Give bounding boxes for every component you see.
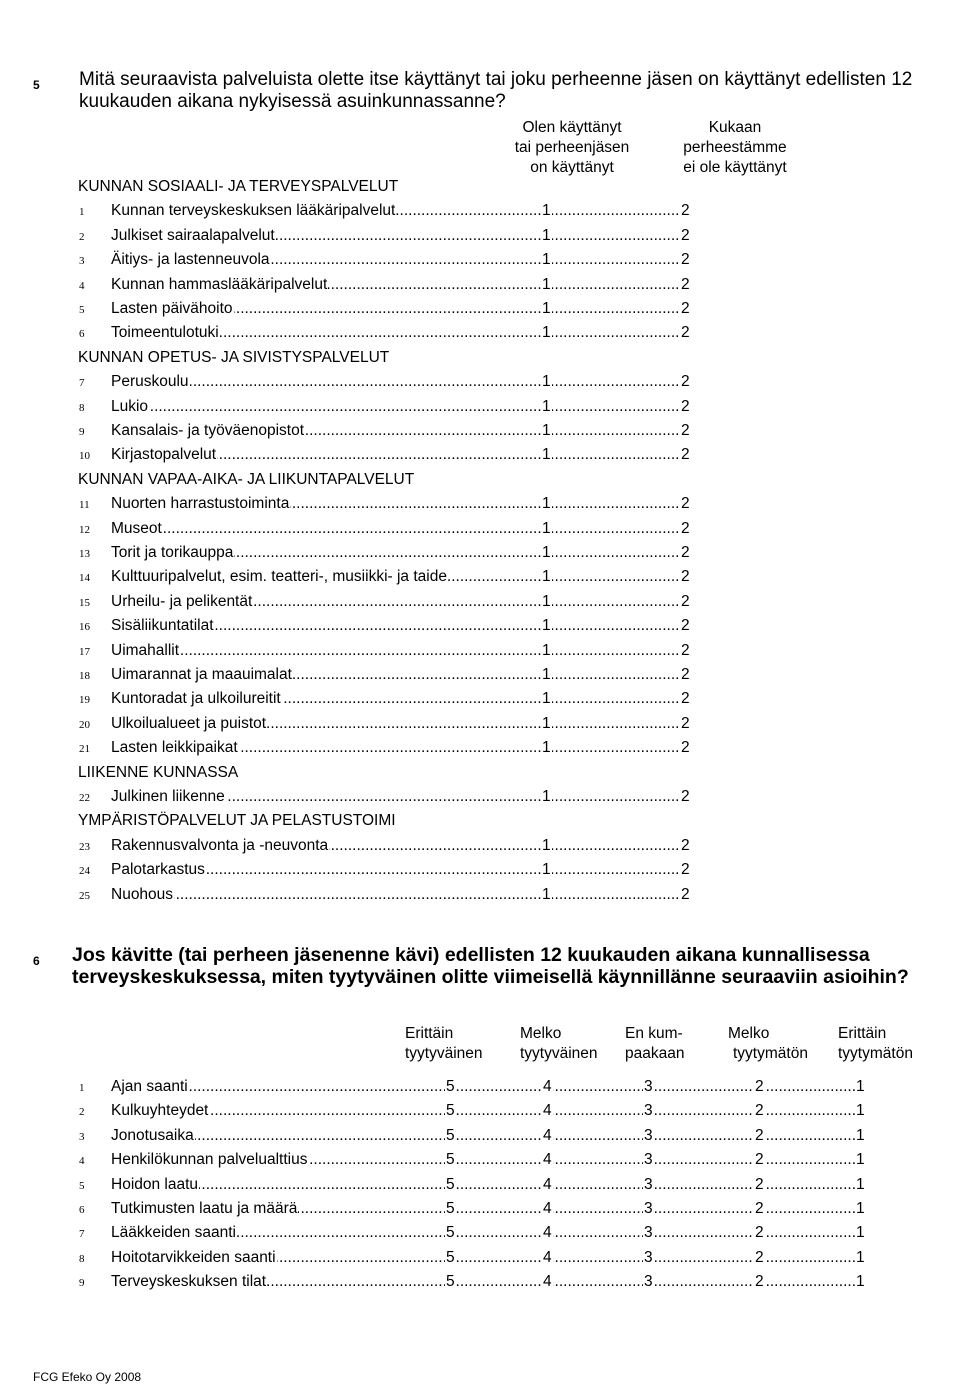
service-label: Uimarannat ja maauimalat — [111, 666, 292, 683]
rating-option-4[interactable]: 4 — [543, 1273, 552, 1291]
service-label: Torit ja torikauppa — [111, 544, 234, 561]
item-number: 5 — [79, 304, 85, 316]
item-number: 1 — [79, 1082, 85, 1094]
item-number: 19 — [79, 694, 90, 707]
service-label: Uimahallit — [111, 641, 180, 659]
item-number: 5 — [79, 1179, 85, 1192]
item-number: 2 — [79, 1106, 85, 1119]
answer-option-2[interactable]: 2 — [681, 251, 690, 269]
rating-option-4[interactable]: 4 — [543, 1151, 552, 1169]
question-6-number: 6 — [33, 954, 40, 968]
rating-option-2[interactable]: 2 — [755, 1175, 764, 1193]
scale-label: Erittäin — [405, 1025, 454, 1042]
service-label: Kirjastopalvelut — [111, 446, 217, 464]
answer-option-1[interactable]: 1 — [542, 788, 551, 805]
service-label: Museot — [111, 519, 162, 537]
scale-label: En kum- — [625, 1025, 683, 1042]
item-number: 4 — [79, 279, 85, 292]
rating-option-5[interactable]: 5 — [446, 1126, 455, 1144]
answer-option-1[interactable]: 1 — [542, 641, 551, 659]
answer-option-1[interactable]: 1 — [542, 324, 551, 342]
rating-option-5[interactable]: 5 — [446, 1102, 455, 1120]
rating-option-5[interactable]: 5 — [446, 1078, 455, 1095]
answer-option-2[interactable]: 2 — [681, 641, 690, 659]
item-label: Terveyskeskuksen tilat — [111, 1273, 267, 1291]
answer-option-2[interactable]: 2 — [681, 568, 690, 586]
answer-option-2[interactable]: 2 — [681, 397, 690, 415]
item-number: 3 — [79, 1130, 85, 1143]
rating-option-4[interactable]: 4 — [543, 1078, 552, 1095]
item-number: 23 — [79, 840, 90, 853]
item-number: 8 — [79, 401, 85, 414]
rating-option-5[interactable]: 5 — [446, 1248, 455, 1266]
question-6-text: Jos kävitte (tai perheen jäsenenne kävi) edellisten 12 kuukauden aikana kunnallisessa terveyskeskuksessa, miten tyytyväinen olitte viimeisellä käynnillänne seuraaviin asioihin? — [72, 944, 909, 988]
answer-option-1[interactable]: 1 — [542, 373, 551, 391]
service-label: Kunnan terveyskeskuksen lääkäripalvelut — [111, 202, 396, 220]
rating-option-2[interactable]: 2 — [755, 1102, 764, 1120]
service-label: Äitiys- ja lastenneuvola — [111, 251, 270, 269]
header-line: perheestämme — [683, 139, 787, 156]
rating-option-1[interactable]: 1 — [856, 1200, 865, 1217]
answer-option-2[interactable]: 2 — [681, 592, 690, 610]
section-title: KUNNAN VAPAA-AIKA- JA LIIKUNTAPALVELUT — [78, 470, 415, 488]
item-label: Hoitotarvikkeiden saanti — [111, 1248, 276, 1266]
scale-label: tyytymätön — [838, 1045, 913, 1062]
answer-option-1[interactable]: 1 — [542, 714, 551, 732]
item-number: 24 — [79, 865, 90, 878]
answer-option-2[interactable]: 2 — [681, 861, 690, 879]
header-line: on käyttänyt — [530, 159, 614, 176]
service-label: Sisäliikuntatilat — [111, 617, 214, 635]
rating-option-4[interactable]: 4 — [543, 1102, 552, 1120]
item-number: 2 — [79, 230, 85, 243]
service-label: Lasten leikkipaikat — [111, 739, 238, 757]
item-number: 7 — [79, 377, 85, 390]
dot-leader — [111, 642, 682, 660]
scale-label: Melko — [520, 1025, 562, 1042]
answer-option-2[interactable]: 2 — [681, 202, 690, 220]
answer-option-2[interactable]: 2 — [681, 519, 690, 537]
rating-option-4[interactable]: 4 — [543, 1248, 552, 1266]
item-number: 11 — [79, 499, 90, 512]
answer-option-2[interactable]: 2 — [681, 373, 690, 391]
answer-option-2[interactable]: 2 — [681, 788, 690, 805]
service-label: Lasten päivähoito — [111, 300, 233, 317]
service-label: Kuntoradat ja ulkoilureitit — [111, 690, 281, 708]
scale-label: Melko — [728, 1025, 770, 1042]
section-title: LIIKENNE KUNNASSA — [78, 763, 239, 781]
scale-label: tyytymätön — [733, 1045, 808, 1062]
rating-option-1[interactable]: 1 — [856, 1273, 865, 1291]
rating-option-3[interactable]: 3 — [644, 1248, 653, 1266]
header-line: ei ole käyttänyt — [683, 159, 787, 176]
service-label: Palotarkastus — [111, 861, 205, 879]
item-number: 3 — [79, 255, 85, 268]
item-label: Tutkimusten laatu ja määrä — [111, 1200, 298, 1217]
answer-option-1[interactable]: 1 — [542, 544, 551, 561]
answer-option-1[interactable]: 1 — [542, 592, 551, 610]
answer-option-1[interactable]: 1 — [542, 568, 551, 586]
answer-option-1[interactable]: 1 — [542, 397, 551, 415]
rating-option-3[interactable]: 3 — [644, 1200, 653, 1217]
rating-option-2[interactable]: 2 — [755, 1078, 764, 1095]
answer-header-used — [497, 118, 647, 178]
item-number: 9 — [79, 426, 85, 438]
item-number: 18 — [79, 670, 90, 682]
header-line: tai perheenjäsen — [514, 139, 630, 156]
rating-option-1[interactable]: 1 — [856, 1224, 865, 1242]
item-label: Ajan saanti — [111, 1078, 188, 1095]
item-number: 22 — [79, 792, 90, 804]
rating-option-1[interactable]: 1 — [856, 1151, 865, 1169]
rating-option-4[interactable]: 4 — [543, 1224, 552, 1242]
item-number: 9 — [79, 1277, 85, 1290]
service-label: Lukio — [111, 397, 149, 415]
question-5-number: 5 — [33, 78, 40, 92]
dot-leader — [111, 398, 682, 416]
dot-leader — [111, 1127, 855, 1145]
item-number: 16 — [79, 621, 90, 634]
service-label: Kansalais- ja työväenopistot — [111, 422, 305, 439]
rating-option-1[interactable]: 1 — [856, 1078, 865, 1095]
answer-option-1[interactable]: 1 — [542, 202, 551, 220]
answer-option-1[interactable]: 1 — [542, 495, 551, 513]
item-number: 7 — [79, 1228, 85, 1241]
item-number: 25 — [79, 889, 90, 902]
section-title: YMPÄRISTÖPALVELUT JA PELASTUSTOIMI — [78, 812, 396, 830]
item-number: 15 — [79, 596, 90, 609]
answer-option-2[interactable]: 2 — [681, 666, 690, 683]
service-label: Nuohous — [111, 885, 174, 903]
answer-option-2[interactable]: 2 — [681, 836, 690, 854]
answer-option-1[interactable]: 1 — [542, 446, 551, 464]
rating-option-4[interactable]: 4 — [543, 1200, 552, 1217]
rating-option-1[interactable]: 1 — [856, 1175, 865, 1193]
item-number: 12 — [79, 523, 90, 536]
answer-option-2[interactable]: 2 — [681, 226, 690, 244]
rating-option-1[interactable]: 1 — [856, 1126, 865, 1144]
rating-option-3[interactable]: 3 — [644, 1102, 653, 1120]
answer-option-2[interactable]: 2 — [681, 300, 690, 317]
service-label: Ulkoilualueet ja puistot — [111, 714, 267, 732]
item-number: 17 — [79, 645, 90, 658]
service-label: Rakennusvalvonta ja -neuvonta — [111, 836, 329, 854]
service-label: Toimeentulotuki — [111, 324, 219, 342]
answer-option-2[interactable]: 2 — [681, 617, 690, 635]
answer-option-1[interactable]: 1 — [542, 226, 551, 244]
answer-option-1[interactable]: 1 — [542, 690, 551, 708]
answer-option-2[interactable]: 2 — [681, 275, 690, 293]
answer-option-1[interactable]: 1 — [542, 666, 551, 683]
question-5-text: Mitä seuraavista palveluista olette itse käyttänyt tai joku perheenne jäsen on käyttänyt edellisten 12 kuukauden aikana nykyisessä asuinkunnassanne? — [79, 69, 913, 112]
scale-label: tyytyväinen — [520, 1045, 598, 1062]
answer-option-1[interactable]: 1 — [542, 739, 551, 757]
item-number: 14 — [79, 572, 90, 585]
item-label: Kulkuyhteydet — [111, 1102, 209, 1120]
dot-leader — [111, 373, 682, 391]
item-number: 6 — [79, 1204, 85, 1216]
service-label: Nuorten harrastustoiminta — [111, 495, 290, 513]
rating-option-3[interactable]: 3 — [644, 1175, 653, 1193]
rating-option-2[interactable]: 2 — [755, 1200, 764, 1217]
answer-option-2[interactable]: 2 — [681, 739, 690, 757]
section-title: KUNNAN SOSIAALI- JA TERVEYSPALVELUT — [78, 178, 399, 195]
answer-option-1[interactable]: 1 — [542, 861, 551, 879]
rating-option-2[interactable]: 2 — [755, 1151, 764, 1169]
answer-option-1[interactable]: 1 — [542, 885, 551, 903]
answer-option-1[interactable]: 1 — [542, 519, 551, 537]
rating-option-2[interactable]: 2 — [755, 1224, 764, 1242]
item-number: 6 — [79, 328, 85, 341]
item-number: 4 — [79, 1155, 85, 1168]
service-label: Julkinen liikenne — [111, 788, 225, 805]
answer-option-2[interactable]: 2 — [681, 446, 690, 464]
answer-option-2[interactable]: 2 — [681, 422, 690, 439]
answer-option-1[interactable]: 1 — [542, 422, 551, 439]
item-number: 21 — [79, 743, 90, 756]
answer-option-2[interactable]: 2 — [681, 714, 690, 732]
service-label: Kunnan hammaslääkäripalvelut — [111, 275, 328, 293]
answer-option-2[interactable]: 2 — [681, 544, 690, 561]
answer-option-1[interactable]: 1 — [542, 300, 551, 317]
answer-option-1[interactable]: 1 — [542, 251, 551, 269]
answer-option-1[interactable]: 1 — [542, 617, 551, 635]
rating-option-5[interactable]: 5 — [446, 1151, 455, 1169]
rating-option-5[interactable]: 5 — [446, 1200, 455, 1217]
answer-option-1[interactable]: 1 — [542, 836, 551, 854]
answer-option-2[interactable]: 2 — [681, 885, 690, 903]
rating-option-3[interactable]: 3 — [644, 1126, 653, 1144]
header-line: Olen käyttänyt — [522, 119, 622, 136]
item-label: Lääkkeiden saanti — [111, 1224, 236, 1242]
item-label: Hoidon laatu — [111, 1175, 199, 1193]
item-number: 8 — [79, 1252, 85, 1265]
scale-label: tyytyväinen — [405, 1045, 483, 1062]
dot-leader — [111, 1078, 855, 1096]
item-number: 13 — [79, 548, 90, 560]
rating-option-3[interactable]: 3 — [644, 1273, 653, 1291]
rating-option-2[interactable]: 2 — [755, 1248, 764, 1266]
dot-leader — [111, 520, 682, 538]
scale-label: paakaan — [625, 1045, 685, 1062]
answer-option-2[interactable]: 2 — [681, 495, 690, 513]
rating-option-2[interactable]: 2 — [755, 1126, 764, 1144]
dot-leader — [111, 1176, 855, 1194]
item-label: Henkilökunnan palvelualttius — [111, 1151, 308, 1169]
section-title: KUNNAN OPETUS- JA SIVISTYSPALVELUT — [78, 348, 390, 366]
service-label: Peruskoulu — [111, 373, 189, 391]
header-line: Kukaan — [708, 119, 762, 136]
rating-option-4[interactable]: 4 — [543, 1175, 552, 1193]
service-label: Julkiset sairaalapalvelut — [111, 226, 275, 244]
scale-label: Erittäin — [838, 1025, 887, 1042]
rating-option-5[interactable]: 5 — [446, 1175, 455, 1193]
item-label: Jonotusaika — [111, 1126, 194, 1144]
rating-option-2[interactable]: 2 — [755, 1273, 764, 1291]
item-number: 20 — [79, 718, 90, 731]
rating-option-5[interactable]: 5 — [446, 1273, 455, 1291]
answer-option-2[interactable]: 2 — [681, 690, 690, 708]
dot-leader — [111, 886, 682, 904]
item-number: 1 — [79, 206, 85, 219]
rating-option-1[interactable]: 1 — [856, 1248, 865, 1266]
footer-text: FCG Efeko Oy 2008 — [33, 1370, 142, 1384]
answer-header-not-used — [660, 118, 810, 178]
service-label: Kulttuuripalvelut, esim. teatteri-, musiikki- ja taide — [111, 568, 447, 586]
rating-option-3[interactable]: 3 — [644, 1151, 653, 1169]
rating-option-4[interactable]: 4 — [543, 1126, 552, 1144]
item-number: 10 — [79, 450, 90, 463]
service-label: Urheilu- ja pelikentät — [111, 592, 253, 610]
answer-option-1[interactable]: 1 — [542, 275, 551, 293]
rating-option-3[interactable]: 3 — [644, 1078, 653, 1095]
rating-option-5[interactable]: 5 — [446, 1224, 455, 1242]
rating-option-1[interactable]: 1 — [856, 1102, 865, 1120]
rating-option-3[interactable]: 3 — [644, 1224, 653, 1242]
dot-leader — [111, 1102, 855, 1120]
answer-option-2[interactable]: 2 — [681, 324, 690, 342]
